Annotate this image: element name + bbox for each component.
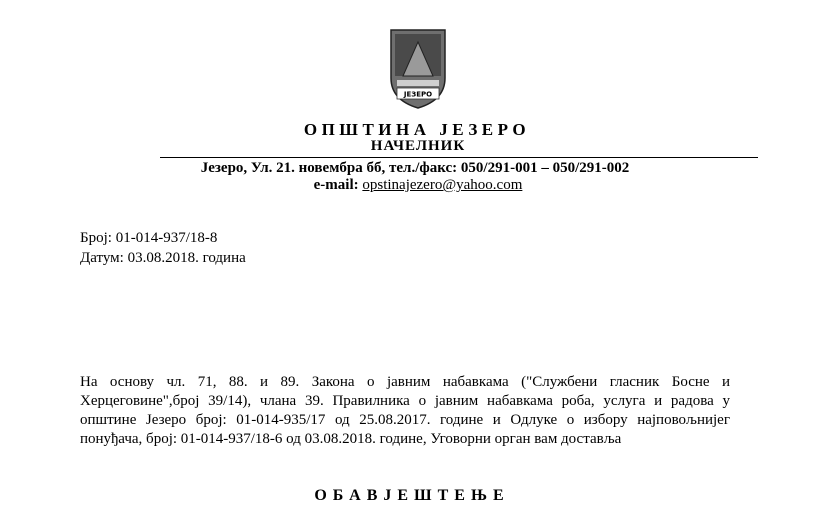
header-divider xyxy=(160,157,758,158)
body-line: општине Језеро број: 01-014-935/17 од 25.08.2017. године и Одлуке о избору најповољнијег xyxy=(80,412,730,428)
body-line: На основу чл. 71, 88. и 89. Закона о јавним набавкама ("Службени гласник Босне и xyxy=(80,374,730,390)
organization-title: ОПШТИНА ЈЕЗЕРО xyxy=(303,120,531,139)
contact-address: Језеро, Ул. 21. новембра бб, тел./факс: 050/291-001 – 050/291-002 xyxy=(200,160,630,176)
document-date: Датум: 03.08.2018. година xyxy=(80,250,246,266)
email-line xyxy=(0,177,816,194)
crest-icon xyxy=(383,20,453,112)
body-line: Херцеговине",број 39/14), члана 39. Правилника о јавним набавкама роба, услуга и радова у xyxy=(80,393,730,409)
crest-label: ЈЕЗЕРО xyxy=(403,90,433,99)
department-title: НАЧЕЛНИК xyxy=(370,138,466,154)
email-link[interactable]: opstinajezero@yahoo.com xyxy=(362,177,523,193)
document-number: Број: 01-014-937/18-8 xyxy=(80,230,218,246)
body-line: понуђача, број: 01-014-937/18-6 од 03.08.2018. године, Уговорни орган вам доставља xyxy=(80,431,622,447)
email-label: e-mail: xyxy=(313,177,359,193)
municipality-crest xyxy=(383,20,453,112)
notice-heading: ОБАВЈЕШТЕЊЕ xyxy=(314,487,510,504)
body-paragraph xyxy=(80,373,730,449)
